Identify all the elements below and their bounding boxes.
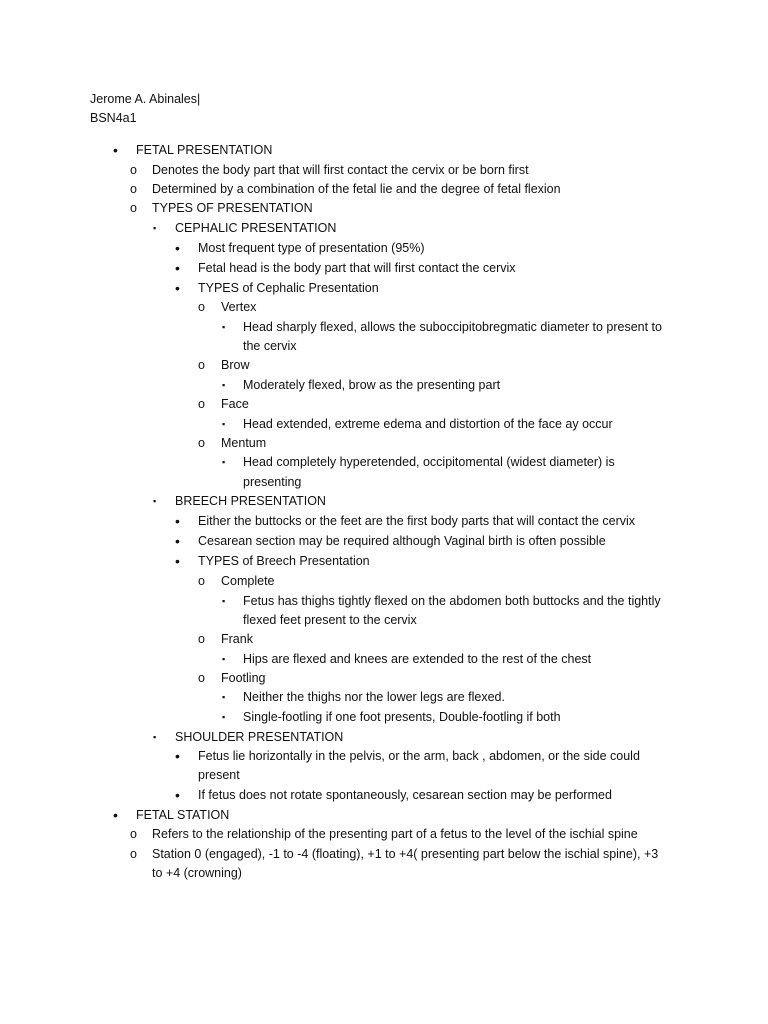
list-item: Either the buttocks or the feet are the first body parts that will contact the cervix (198, 514, 636, 528)
heading-cephalic: CEPHALIC PRESENTATION (175, 221, 337, 235)
bullet-circle: o (198, 397, 205, 411)
list-item: Vertex (221, 300, 257, 314)
list-item: Hips are flexed and knees are extended to the rest of the chest (243, 652, 592, 666)
list-item: Most frequent type of presentation (95%) (198, 241, 425, 255)
bullet-disc: • (175, 748, 180, 764)
bullet-circle: o (198, 436, 205, 450)
list-item: Frank (221, 632, 253, 646)
bullet-disc: • (113, 142, 118, 158)
list-item: Fetus lie horizontally in the pelvis, or the arm, back , abdomen, or the side could (198, 749, 640, 763)
bullet-circle: o (130, 182, 137, 196)
bullet-circle: o (130, 847, 137, 861)
heading-shoulder: SHOULDER PRESENTATION (175, 730, 344, 744)
list-item: Refers to the relationship of the presenting part of a fetus to the level of the ischial spine (152, 827, 638, 841)
list-item: Cesarean section may be required although Vaginal birth is often possible (198, 534, 606, 548)
list-item: TYPES OF PRESENTATION (152, 201, 313, 215)
bullet-square: ▪ (222, 380, 226, 390)
list-item: Denotes the body part that will first contact the cervix or be born first (152, 163, 529, 177)
list-item: Mentum (221, 436, 267, 450)
bullet-circle: o (198, 671, 205, 685)
bullet-square: ▪ (222, 322, 226, 332)
list-item-continuation: present (198, 768, 240, 782)
list-item: Head completely hyperetended, occipitomental (widest diameter) is (243, 455, 615, 469)
list-item: Fetus has thighs tightly flexed on the abdomen both buttocks and the tightly (243, 594, 661, 608)
bullet-disc: • (175, 260, 180, 276)
list-item-continuation: flexed feet present to the cervix (243, 613, 417, 627)
bullet-disc: • (175, 280, 180, 296)
list-item: Fetal head is the body part that will first contact the cervix (198, 261, 516, 275)
list-item: If fetus does not rotate spontaneously, cesarean section may be performed (198, 788, 612, 802)
list-item-continuation: to +4 (crowning) (152, 866, 242, 880)
list-item: TYPES of Breech Presentation (198, 554, 370, 568)
list-item: Head extended, extreme edema and distortion of the face ay occur (243, 417, 613, 431)
list-item: TYPES of Cephalic Presentation (198, 281, 379, 295)
bullet-square: ▪ (222, 692, 226, 702)
bullet-circle: o (130, 163, 137, 177)
list-item: Neither the thighs nor the lower legs are flexed. (243, 690, 505, 704)
list-item: Determined by a combination of the fetal lie and the degree of fetal flexion (152, 182, 561, 196)
list-item: Station 0 (engaged), -1 to -4 (floating), +1 to +4( presenting part below the ischial spine), +3 (152, 847, 659, 861)
list-item: Face (221, 397, 249, 411)
bullet-disc: • (175, 240, 180, 256)
bullet-square: ▪ (222, 419, 226, 429)
list-item-continuation: the cervix (243, 339, 297, 353)
list-item: Moderately flexed, brow as the presenting part (243, 378, 501, 392)
bullet-square: ▪ (222, 712, 226, 722)
heading-fetal-presentation: FETAL PRESENTATION (136, 143, 273, 157)
bullet-circle: o (198, 358, 205, 372)
list-item: Head sharply flexed, allows the suboccipitobregmatic diameter to present to (243, 320, 662, 334)
bullet-square: ▪ (153, 732, 157, 742)
bullet-disc: • (175, 787, 180, 803)
bullet-square: ▪ (222, 457, 226, 467)
list-item: Brow (221, 358, 250, 372)
bullet-circle: o (198, 574, 205, 588)
bullet-square: ▪ (153, 496, 157, 506)
list-item: Single-footling if one foot presents, Double-footling if both (243, 710, 561, 724)
bullet-square: ▪ (153, 223, 157, 233)
bullet-square: ▪ (222, 654, 226, 664)
bullet-circle: o (198, 632, 205, 646)
class-section: BSN4a1 (90, 111, 137, 125)
bullet-square: ▪ (222, 596, 226, 606)
bullet-disc: • (175, 553, 180, 569)
bullet-circle: o (130, 201, 137, 215)
heading-breech: BREECH PRESENTATION (175, 494, 326, 508)
bullet-circle: o (130, 827, 137, 841)
bullet-circle: o (198, 300, 205, 314)
bullet-disc: • (175, 533, 180, 549)
author-name: Jerome A. Abinales| (90, 92, 201, 106)
list-item: Complete (221, 574, 275, 588)
bullet-disc: • (175, 513, 180, 529)
list-item-continuation: presenting (243, 475, 302, 489)
heading-fetal-station: FETAL STATION (136, 808, 230, 822)
bullet-disc: • (113, 807, 118, 823)
list-item: Footling (221, 671, 266, 685)
